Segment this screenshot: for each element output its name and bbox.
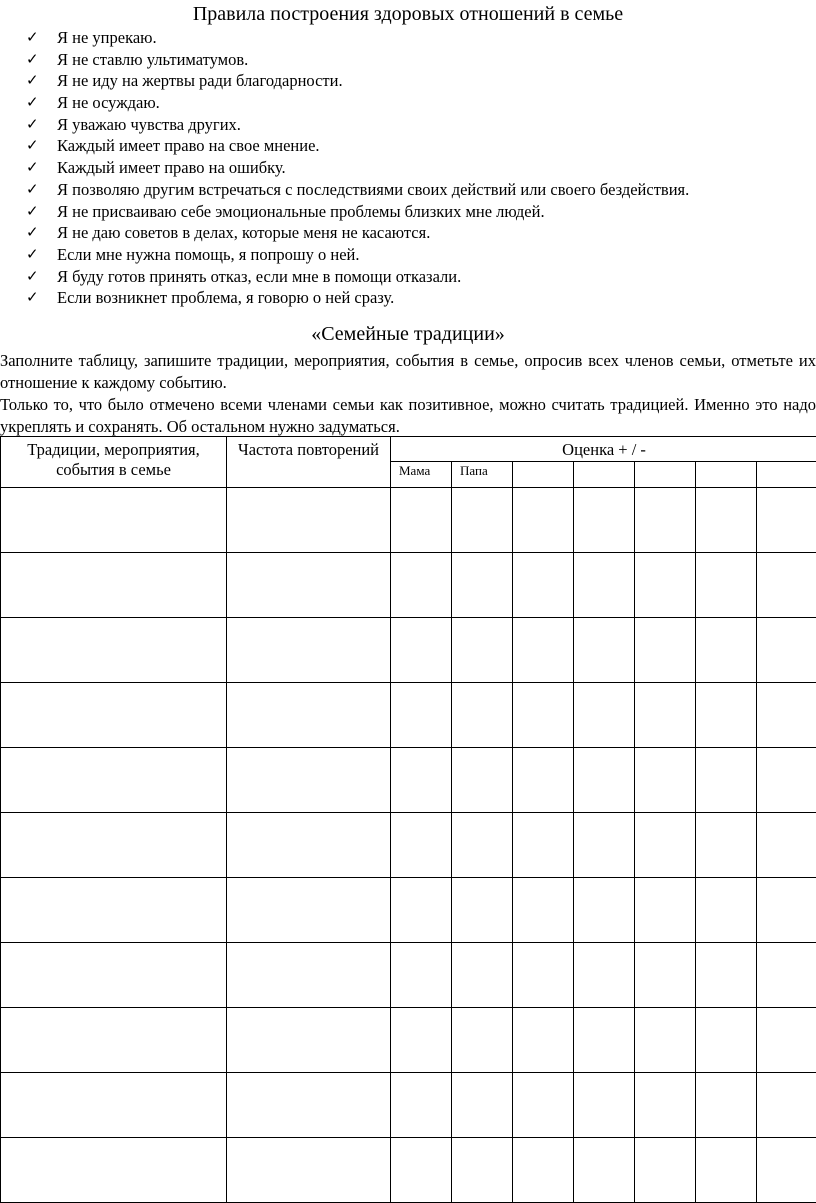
table-cell[interactable] xyxy=(1,813,227,878)
table-cell[interactable] xyxy=(635,1008,696,1073)
table-row xyxy=(1,813,816,878)
table-cell[interactable] xyxy=(391,1138,452,1203)
table-cell[interactable] xyxy=(452,1008,513,1073)
table-cell[interactable] xyxy=(452,683,513,748)
rule-item xyxy=(0,114,816,136)
table-cell[interactable] xyxy=(513,748,574,813)
table-cell[interactable] xyxy=(696,1073,757,1138)
table-cell[interactable] xyxy=(452,748,513,813)
table-cell[interactable] xyxy=(757,943,816,1008)
table-cell[interactable] xyxy=(227,1008,391,1073)
table-cell[interactable] xyxy=(635,1138,696,1203)
table-cell[interactable] xyxy=(227,748,391,813)
table-cell[interactable] xyxy=(757,683,816,748)
rule-text: Я буду готов принять отказ, если мне в помощи отказали. xyxy=(57,266,462,286)
table-cell[interactable] xyxy=(513,1073,574,1138)
rule-text: Я не упрекаю. xyxy=(57,28,157,47)
table-cell[interactable] xyxy=(513,553,574,618)
table-cell[interactable] xyxy=(757,618,816,683)
traditions-table xyxy=(0,436,816,1203)
table-cell[interactable] xyxy=(574,748,635,813)
table-cell[interactable] xyxy=(696,553,757,618)
table-cell[interactable] xyxy=(227,1138,391,1203)
table-cell[interactable] xyxy=(1,1138,227,1203)
member-header-cell: Мама xyxy=(391,462,452,488)
checkmark-icon: ✓ xyxy=(26,288,39,307)
table-row xyxy=(1,488,816,553)
table-cell[interactable] xyxy=(635,683,696,748)
table-cell[interactable] xyxy=(513,1008,574,1073)
table-cell[interactable] xyxy=(635,553,696,618)
rule-text: Я позволяю другим встречаться с последствиями своих действий или своего бездействия. xyxy=(57,179,690,199)
table-cell[interactable] xyxy=(696,1138,757,1203)
table-cell[interactable] xyxy=(452,878,513,943)
table-cell[interactable] xyxy=(757,748,816,813)
rule-text: Если возникнет проблема, я говорю о ней сразу. xyxy=(57,288,395,308)
table-cell[interactable] xyxy=(635,488,696,553)
table-cell[interactable] xyxy=(696,618,757,683)
rule-text: Если мне нужна помощь, я попрошу о ней. xyxy=(57,244,360,264)
table-cell[interactable] xyxy=(227,618,391,683)
table-cell[interactable] xyxy=(696,878,757,943)
checkmark-icon: ✓ xyxy=(26,158,39,177)
instructions-paragraph-2: Только то, что было отмечено всеми членами семьи как позитивное, можно считать традицией. Именно это надо укреплять и сохранять. Об остальном нужно задуматься. xyxy=(0,395,816,436)
table-cell[interactable] xyxy=(391,488,452,553)
rule-item xyxy=(0,222,816,244)
table-cell[interactable] xyxy=(513,1138,574,1203)
rule-item xyxy=(0,49,816,71)
table-cell[interactable] xyxy=(452,1138,513,1203)
rule-text: Я не осуждаю. xyxy=(57,93,160,113)
rule-item xyxy=(0,70,816,92)
table-cell[interactable] xyxy=(696,1008,757,1073)
rule-item xyxy=(0,179,816,201)
table-cell[interactable] xyxy=(391,943,452,1008)
rule-text: Я уважаю чувства других. xyxy=(57,114,241,134)
rule-text: Я не присваиваю себе эмоциональные проблемы близких мне людей. xyxy=(57,201,545,221)
table-cell[interactable] xyxy=(1,683,227,748)
table-cell[interactable] xyxy=(452,1073,513,1138)
table-cell[interactable] xyxy=(227,683,391,748)
table-cell[interactable] xyxy=(574,488,635,553)
rule-item xyxy=(0,201,816,223)
table-cell[interactable] xyxy=(227,488,391,553)
table-cell[interactable] xyxy=(635,813,696,878)
rule-item xyxy=(0,266,816,288)
table-cell[interactable] xyxy=(574,1138,635,1203)
checkmark-icon: ✓ xyxy=(26,201,39,220)
table-cell[interactable] xyxy=(574,943,635,1008)
table-cell[interactable] xyxy=(696,748,757,813)
table-cell[interactable] xyxy=(452,488,513,553)
member-header-cell xyxy=(757,462,816,488)
table-cell[interactable] xyxy=(513,943,574,1008)
table-cell[interactable] xyxy=(574,1073,635,1138)
table-cell[interactable] xyxy=(574,618,635,683)
rule-item xyxy=(0,135,816,157)
table-cell[interactable] xyxy=(1,488,227,553)
table-cell[interactable] xyxy=(227,943,391,1008)
table-cell[interactable] xyxy=(391,1008,452,1073)
table-cell[interactable] xyxy=(1,748,227,813)
table-cell[interactable] xyxy=(1,618,227,683)
table-row xyxy=(1,878,816,943)
table-row xyxy=(1,1008,816,1073)
table-cell[interactable] xyxy=(696,943,757,1008)
table-cell[interactable] xyxy=(1,943,227,1008)
table-cell[interactable] xyxy=(635,1073,696,1138)
table-cell[interactable] xyxy=(452,553,513,618)
table-cell[interactable] xyxy=(635,618,696,683)
member-header-cell xyxy=(696,462,757,488)
rule-text: Я не даю советов в делах, которые меня не касаются. xyxy=(57,223,431,243)
table-cell[interactable] xyxy=(227,553,391,618)
table-cell[interactable] xyxy=(635,748,696,813)
table-row xyxy=(1,553,816,618)
table-cell[interactable] xyxy=(513,618,574,683)
rule-text: Каждый имеет право на ошибку. xyxy=(57,158,286,178)
table-cell[interactable] xyxy=(757,553,816,618)
table-cell[interactable] xyxy=(574,553,635,618)
table-cell[interactable] xyxy=(513,813,574,878)
member-header-cell xyxy=(513,462,574,488)
table-cell[interactable] xyxy=(635,943,696,1008)
table-row xyxy=(1,683,816,748)
table-row xyxy=(1,1073,816,1138)
checkmark-icon: ✓ xyxy=(26,49,39,68)
table-cell[interactable] xyxy=(1,553,227,618)
rule-item xyxy=(0,244,816,266)
table-cell[interactable] xyxy=(574,813,635,878)
table-cell[interactable] xyxy=(452,813,513,878)
table-cell[interactable] xyxy=(757,878,816,943)
checkmark-icon: ✓ xyxy=(26,223,39,242)
table-cell[interactable] xyxy=(391,553,452,618)
member-header-cell xyxy=(574,462,635,488)
rule-item xyxy=(0,287,816,309)
checkmark-icon: ✓ xyxy=(26,114,39,133)
rule-item xyxy=(0,92,816,114)
table-cell[interactable] xyxy=(696,813,757,878)
table-row xyxy=(1,748,816,813)
table-row xyxy=(1,1138,816,1203)
table-cell[interactable] xyxy=(227,878,391,943)
table-cell[interactable] xyxy=(391,1073,452,1138)
table-cell[interactable] xyxy=(574,1008,635,1073)
table-cell[interactable] xyxy=(391,618,452,683)
rules-title: Правила построения здоровых отношений в семье xyxy=(192,3,624,25)
table-cell[interactable] xyxy=(227,1073,391,1138)
table-cell[interactable] xyxy=(227,813,391,878)
rule-text: Каждый имеет право на свое мнение. xyxy=(57,136,320,156)
rule-text: Я не иду на жертвы ради благодарности. xyxy=(57,71,343,91)
table-cell[interactable] xyxy=(757,813,816,878)
table-cell[interactable] xyxy=(1,1008,227,1073)
rules-list xyxy=(0,27,816,309)
table-cell[interactable] xyxy=(513,683,574,748)
table-cell[interactable] xyxy=(757,488,816,553)
table-cell[interactable] xyxy=(513,878,574,943)
checkmark-icon: ✓ xyxy=(26,93,39,112)
checkmark-icon: ✓ xyxy=(26,136,39,155)
checkmark-icon: ✓ xyxy=(26,244,39,263)
table-cell[interactable] xyxy=(757,1073,816,1138)
checkmark-icon: ✓ xyxy=(26,179,39,198)
rule-item xyxy=(0,157,816,179)
table-cell[interactable] xyxy=(1,1073,227,1138)
table-cell[interactable] xyxy=(452,618,513,683)
table-cell[interactable] xyxy=(513,488,574,553)
table-cell[interactable] xyxy=(391,813,452,878)
table-cell[interactable] xyxy=(574,683,635,748)
table-cell[interactable] xyxy=(757,1008,816,1073)
traditions-title: «Семейные традиции» xyxy=(311,323,505,345)
col-score-header: Оценка + / - xyxy=(391,437,816,462)
table-cell[interactable] xyxy=(696,488,757,553)
checkmark-icon: ✓ xyxy=(26,266,39,285)
col-traditions-header: Традиции, мероприятия, события в семье xyxy=(1,437,227,488)
table-cell[interactable] xyxy=(757,1138,816,1203)
member-header-cell: Папа xyxy=(452,462,513,488)
table-cell[interactable] xyxy=(1,878,227,943)
table-cell[interactable] xyxy=(635,878,696,943)
table-row xyxy=(1,943,816,1008)
rule-item xyxy=(0,27,816,49)
member-header-cell xyxy=(635,462,696,488)
instructions-paragraph-1: Заполните таблицу, запишите традиции, мероприятия, события в семье, опросив всех членов семьи, отметьте их отношение к каждому событию. xyxy=(0,351,816,392)
col-frequency-header: Частота повторений xyxy=(227,437,391,488)
table-cell[interactable] xyxy=(391,748,452,813)
checkmark-icon: ✓ xyxy=(26,28,39,46)
table-row xyxy=(1,618,816,683)
table-cell[interactable] xyxy=(574,878,635,943)
table-cell[interactable] xyxy=(696,683,757,748)
table-cell[interactable] xyxy=(452,943,513,1008)
rule-text: Я не ставлю ультиматумов. xyxy=(57,49,249,69)
table-cell[interactable] xyxy=(391,878,452,943)
table-cell[interactable] xyxy=(391,683,452,748)
checkmark-icon: ✓ xyxy=(26,71,39,90)
